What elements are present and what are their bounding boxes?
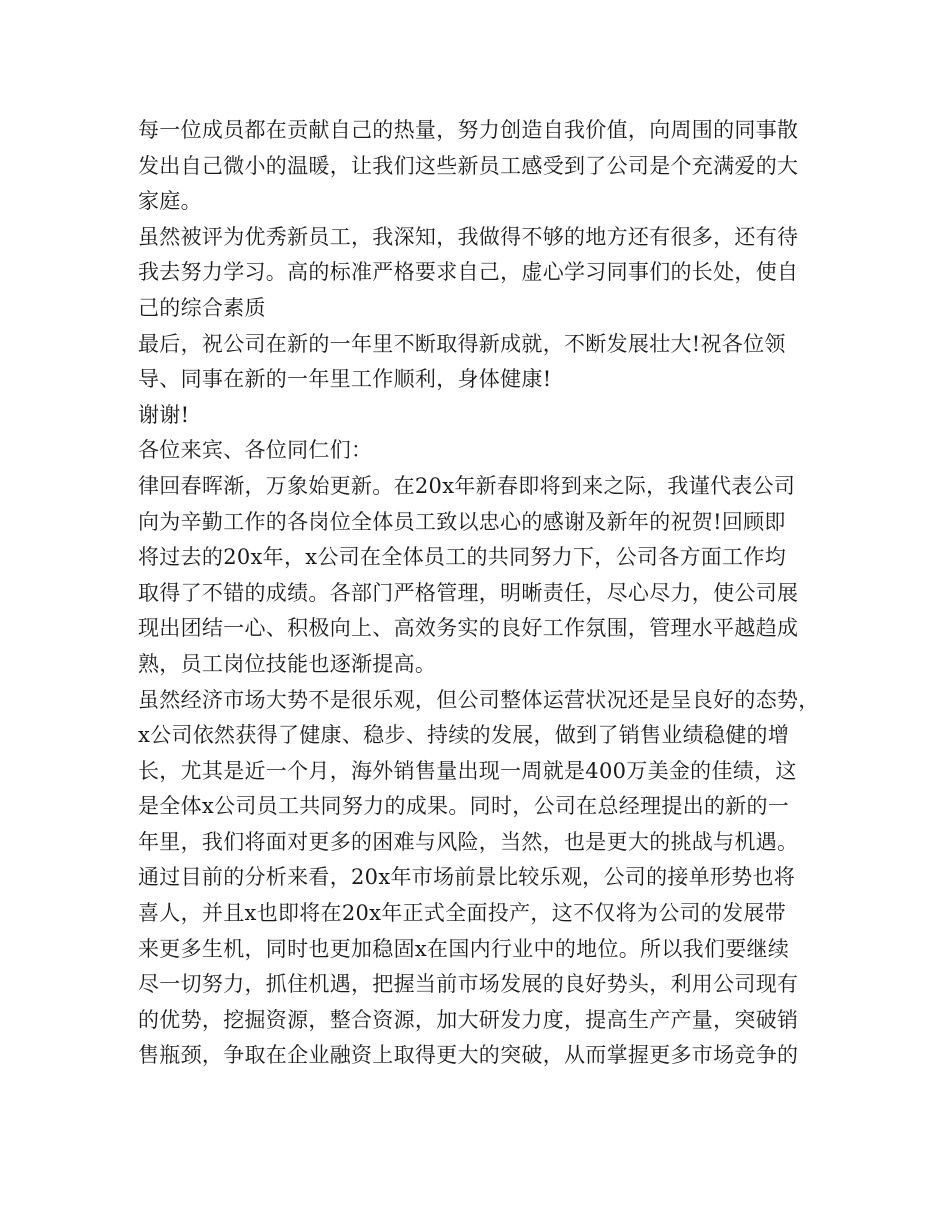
text-line: 各位来宾、各位同仁们：	[138, 438, 373, 463]
text-line: 通过目前的分析来看，20x年市场前景比较乐观，公司的接单形势也将	[138, 865, 796, 890]
text-line: 每一位成员都在贡献自己的热量，努力创造自我价值，向周围的同事散	[138, 118, 799, 142]
text-line: 取得了不错的成绩。各部门严格管理，明晰责任，尽心尽力，使公司展	[138, 580, 799, 605]
text-line: 长，尤其是近一个月，海外销售量出现一周就是400万美金的佳绩，这	[138, 758, 797, 783]
text-line: 年里，我们将面对更多的困难与风险，当然，也是更大的挑战与机遇。	[138, 829, 799, 854]
text-line: 虽然经济市场大势不是很乐观，但公司整体运营状况还是呈良好的态势，	[138, 687, 820, 712]
text-line: 尽一切努力，抓住机遇，把握当前市场发展的良好势头，利用公司现有	[138, 972, 799, 997]
text-line: 己的综合素质	[138, 295, 266, 320]
text-line: 喜人，并且x也即将在20x年正式全面投产，这不仅将为公司的发展带	[138, 901, 787, 926]
text-line: 律回春晖渐，万象始更新。在20x年新春即将到来之际，我谨代表公司	[138, 473, 796, 498]
text-line: 谢谢!	[138, 402, 190, 427]
text-line: 售瓶颈，争取在企业融资上取得更大的突破，从而掌握更多市场竞争的	[138, 1043, 799, 1068]
text-line: 现出团结一心、积极向上、高效务实的良好工作氛围，管理水平越趋成	[138, 616, 799, 641]
text-line: 虽然被评为优秀新员工，我深知，我做得不够的地方还有很多，还有待	[138, 224, 799, 249]
text-line: 我去努力学习。高的标准严格要求自己，虚心学习同事们的长处，使自	[138, 260, 799, 285]
text-line: 来更多生机，同时也更加稳固x在国内行业中的地位。所以我们要继续	[138, 936, 790, 961]
text-line: 家庭。	[138, 189, 202, 214]
text-line: 最后，祝公司在新的一年里不断取得新成就，不断发展壮大!祝各位领	[138, 331, 786, 356]
text-line: 熟，员工岗位技能也逐渐提高。	[138, 651, 437, 676]
text-line: 是全体x公司员工共同努力的成果。同时，公司在总经理提出的新的一	[138, 794, 790, 819]
text-line: x公司依然获得了健康、稳步、持续的发展，做到了销售业绩稳健的增	[138, 723, 790, 748]
document-body	[138, 113, 828, 1074]
text-line: 向为辛勤工作的各岗位全体员工致以忠心的感谢及新年的祝贺!回顾即	[138, 509, 786, 534]
text-line: 的优势，挖掘资源，整合资源，加大研发力度，提高生产产量，突破销	[138, 1007, 799, 1032]
text-line: 将过去的20x年，x公司在全体员工的共同努力下，公司各方面工作均	[138, 545, 787, 570]
text-line: 导、同事在新的一年里工作顺利，身体健康!	[138, 367, 552, 392]
text-line: 发出自己微小的温暖，让我们这些新员工感受到了公司是个充满爱的大	[138, 153, 799, 178]
